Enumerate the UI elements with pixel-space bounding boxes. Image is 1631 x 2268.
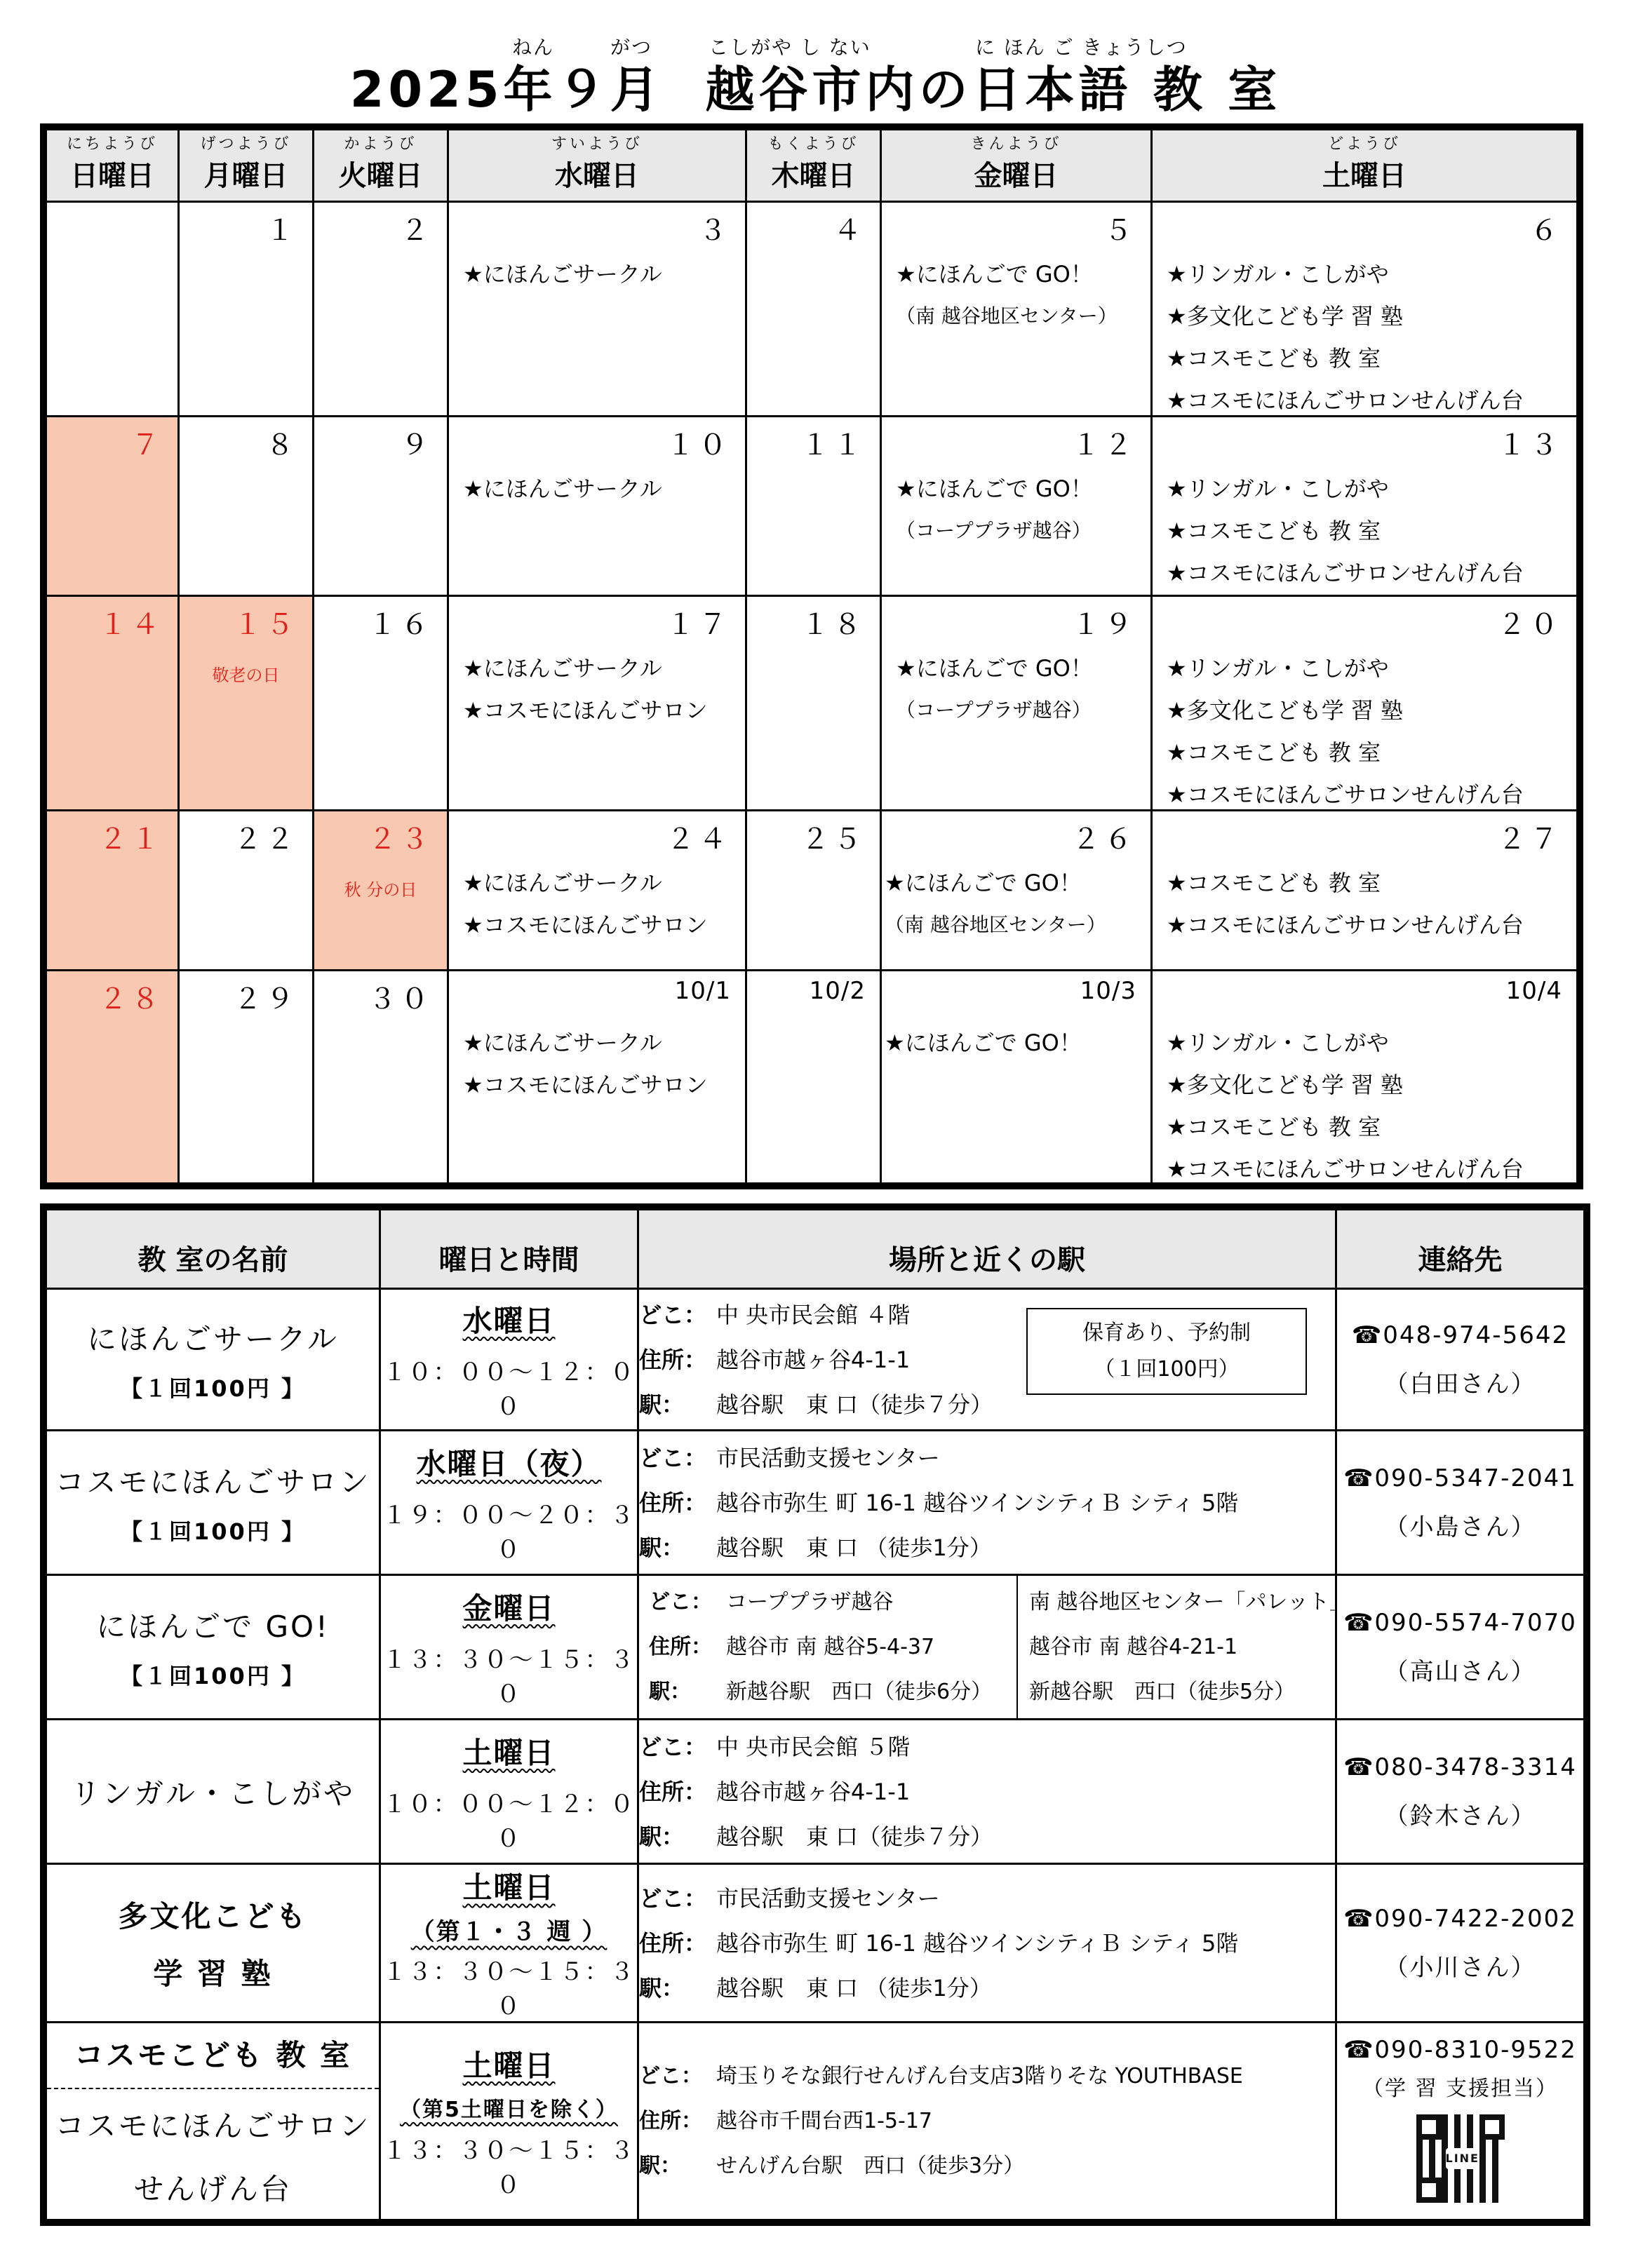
- day-number: ２６: [1072, 823, 1136, 856]
- day-cell: [448, 596, 746, 811]
- day-number: ２２: [234, 823, 298, 856]
- contact-cell: [1336, 1720, 1585, 1864]
- ruby-fri: きんようび: [970, 135, 1062, 153]
- header-label: 日曜日: [70, 160, 154, 192]
- day-number: １２: [1072, 429, 1136, 461]
- day-number: １: [266, 215, 298, 247]
- day-number: ２１: [99, 823, 163, 856]
- classroom-name-cell: [46, 1289, 380, 1431]
- holiday-name: 秋 分の日: [344, 880, 417, 900]
- place-where: 中 央市民会館 ４階: [716, 1301, 911, 1328]
- label-address: 住所：: [639, 1489, 707, 1516]
- event-item: ★コスモこども 教 室: [1167, 739, 1381, 766]
- event-item: ★コスモにほんごサロンせんげん台: [1167, 781, 1524, 808]
- classroom-row: [46, 1864, 1585, 2023]
- day-time-cell: [380, 1864, 638, 2023]
- classroom-time: １９：００～２０：３０: [382, 1501, 636, 1564]
- nursery-note-fee: （１回100円）: [1094, 1357, 1240, 1382]
- day-cell: [179, 202, 314, 417]
- day-cell: [314, 971, 448, 1184]
- contact-phone[interactable]: ☎080-3478-3314: [1343, 1753, 1577, 1781]
- day-number: １３: [1498, 429, 1562, 461]
- header-sunday: [46, 130, 179, 202]
- contact-phone[interactable]: ☎090-5347-2041: [1343, 1464, 1577, 1492]
- classroom-name: にほんごサークル: [87, 1321, 339, 1356]
- classroom-fee: 【１回100円 】: [120, 1375, 306, 1402]
- event-item: ★にほんごで GO！: [896, 475, 1093, 502]
- day-time-cell: [380, 1720, 638, 1864]
- classroom-day: 水曜日: [462, 1303, 556, 1338]
- header-classroom-name: 教 室の名前: [46, 1210, 380, 1289]
- day-number: ４: [833, 215, 866, 247]
- day-cell: [448, 811, 746, 971]
- day-number: ２０: [1498, 609, 1562, 641]
- label-station: 駅：: [639, 1391, 685, 1418]
- event-item: ★リンガル・こしがや: [1167, 1030, 1389, 1056]
- page-title: [0, 50, 1631, 121]
- day-cell: [314, 596, 448, 811]
- event-item: ★にほんごサークル: [463, 655, 662, 682]
- classroom-row: [46, 1720, 1585, 1864]
- week-row: [46, 971, 1578, 1184]
- day-time-cell: [380, 2023, 638, 2220]
- event-location: （コーププラザ越谷）: [896, 519, 1092, 542]
- contact-person: （高山さん）: [1384, 1657, 1536, 1686]
- event-item: ★にほんごで GO！: [896, 261, 1093, 288]
- place-address: 越谷市越ヶ谷4-1-1: [716, 1778, 911, 1805]
- classroom-name: コスモこども 教 室: [74, 2038, 352, 2072]
- day-time-cell: [380, 1289, 638, 1431]
- contact-cell: [1336, 1864, 1585, 2023]
- day-number: ２８: [99, 983, 163, 1015]
- day-number: 10/2: [809, 977, 866, 1005]
- event-item: ★にほんごサークル: [463, 1030, 662, 1056]
- header-saturday: [1152, 130, 1578, 202]
- header-thursday: [746, 130, 881, 202]
- ruby-sat: どようび: [1327, 135, 1401, 153]
- header-label: 木曜日: [771, 160, 856, 192]
- contact-person: （学 習 支援担当）: [1362, 2077, 1559, 2101]
- contact-cell: [1336, 1575, 1585, 1720]
- place-station: 越谷駅 東 口（徒歩７分）: [716, 1391, 993, 1418]
- label-where: どこ：: [639, 1444, 707, 1471]
- day-cell-sunday: [46, 596, 179, 811]
- title-main: 越谷市内の日本語 教 室: [705, 61, 1282, 119]
- header-label: 土曜日: [1322, 160, 1407, 192]
- day-cell: [881, 596, 1152, 811]
- place-where: 市民活動支援センター: [716, 1444, 940, 1471]
- event-item: ★コスモにほんごサロンせんげん台: [1167, 1156, 1524, 1182]
- nursery-note-text: 保育あり、予約制: [1082, 1321, 1251, 1345]
- place-address-2: 越谷市 南 越谷4-21-1: [1029, 1635, 1238, 1659]
- classroom-day: 土曜日: [462, 1870, 556, 1905]
- classroom-name-2: コスモにほんごサロン: [47, 2088, 379, 2145]
- classroom-name-cell: [46, 1431, 380, 1575]
- ruby-tue: かようび: [344, 135, 417, 153]
- place-cell: [638, 1289, 1336, 1431]
- contact-person: （鈴木さん）: [1384, 1802, 1536, 1830]
- event-item: ★コスモにほんごサロンせんげん台: [1167, 912, 1524, 938]
- day-number: ２７: [1498, 823, 1562, 856]
- event-item: ★にほんごで GO！: [885, 1030, 1082, 1056]
- contact-person: （小川さん）: [1384, 1953, 1536, 1982]
- day-number: ３: [699, 215, 731, 247]
- label-address: 住所：: [639, 1778, 707, 1805]
- holiday-name: 敬老の日: [212, 666, 280, 685]
- day-number: ２９: [234, 983, 298, 1015]
- label-where: どこ：: [649, 1590, 712, 1614]
- event-item: ★にほんごサークル: [463, 475, 662, 502]
- place-where-2: 南 越谷地区センター「パレット」: [1029, 1590, 1351, 1614]
- label-station: 駅：: [639, 1534, 685, 1561]
- header-monday: [179, 130, 314, 202]
- header-tuesday: [314, 130, 448, 202]
- day-cell: [746, 811, 881, 971]
- day-number: 10/1: [674, 977, 731, 1005]
- classroom-time: １３：３０～１５：３０: [382, 2136, 636, 2199]
- week-row: [46, 596, 1578, 811]
- label-address: 住所：: [639, 1929, 707, 1957]
- event-item: ★リンガル・こしがや: [1167, 261, 1389, 288]
- event-item: ★コスモこども 教 室: [1167, 1114, 1381, 1140]
- event-item: ★リンガル・こしがや: [1167, 655, 1389, 682]
- label-where: どこ：: [639, 2063, 702, 2088]
- label-station: 駅：: [639, 2153, 681, 2178]
- day-number: １５: [234, 609, 298, 641]
- classroom-info-table: [40, 1203, 1590, 2226]
- place-address: 越谷市千間台西1-5-17: [716, 2108, 932, 2133]
- day-number: 10/4: [1505, 977, 1562, 1005]
- classroom-name-cell: [46, 1575, 380, 1720]
- place-cell: [638, 1864, 1336, 2023]
- classroom-fee: 【１回100円 】: [120, 1662, 306, 1689]
- header-label: 水曜日: [555, 160, 639, 192]
- place-station: 新越谷駅 西口（徒歩6分）: [726, 1680, 993, 1704]
- header-friday: [881, 130, 1152, 202]
- day-cell: [1152, 971, 1578, 1184]
- line-logo: LINE: [1446, 2148, 1477, 2169]
- place-coop: [649, 1576, 1014, 1718]
- place-cell: [638, 1720, 1336, 1864]
- place-cell: [638, 1575, 1351, 1720]
- label-address: 住所：: [639, 2108, 702, 2133]
- contact-cell: [1336, 1431, 1585, 1575]
- day-cell: [179, 417, 314, 596]
- label-station: 駅：: [639, 1823, 685, 1850]
- contact-person: （白田さん）: [1384, 1370, 1536, 1398]
- day-cell: [746, 417, 881, 596]
- header-label: 金曜日: [974, 160, 1059, 192]
- classroom-day: 金曜日: [462, 1591, 556, 1626]
- classroom-row: [46, 1575, 1585, 1720]
- day-cell: [881, 202, 1152, 417]
- nursery-note: [1026, 1308, 1307, 1395]
- ruby-nihongo: に ほん ご きょうしつ: [975, 36, 1188, 59]
- day-number: ３０: [368, 983, 433, 1015]
- classroom-name: 多文化こども: [118, 1898, 308, 1933]
- event-item: ★コスモにほんごサロン: [463, 912, 708, 938]
- event-location: （コーププラザ越谷）: [896, 698, 1092, 722]
- info-header-row: [46, 1210, 1585, 1289]
- classroom-row: [46, 1431, 1585, 1575]
- place-palette: [1029, 1576, 1351, 1718]
- day-time-cell: [380, 1431, 638, 1575]
- day-number: ７: [131, 429, 163, 461]
- day-cell: [314, 417, 448, 596]
- qr-corner: [1479, 2114, 1505, 2140]
- place-cell: [638, 2023, 1336, 2220]
- classroom-day: 土曜日: [462, 1735, 556, 1770]
- event-item: ★にほんごで GO！: [885, 870, 1082, 896]
- header-contact: 連絡先: [1336, 1210, 1585, 1289]
- day-cell: [179, 811, 314, 971]
- place-where: コーププラザ越谷: [726, 1590, 894, 1614]
- event-item: ★コスモにほんごサロンせんげん台: [1167, 560, 1524, 586]
- day-cell: [314, 202, 448, 417]
- day-cell: [881, 811, 1152, 971]
- place-station: せんげん台駅 西口（徒歩3分）: [716, 2153, 1025, 2178]
- classroom-fee: 【１回100円 】: [120, 1518, 306, 1545]
- day-number: １７: [666, 609, 731, 641]
- event-item: ★コスモにほんごサロンせんげん台: [1167, 387, 1524, 414]
- contact-phone[interactable]: ☎090-7422-2002: [1343, 1904, 1577, 1933]
- label-station: 駅：: [649, 1680, 691, 1704]
- place-address: 越谷市 南 越谷5-4-37: [726, 1635, 935, 1659]
- contact-phone[interactable]: ☎048-974-5642: [1351, 1321, 1569, 1349]
- classroom-day-sub: （第１・３ 週 ）: [410, 1918, 608, 1946]
- classroom-name-3: せんげん台: [133, 2172, 292, 2206]
- event-location: （南 越谷地区センター）: [885, 913, 1106, 936]
- place-station: 越谷駅 東 口 （徒歩1分）: [716, 1534, 992, 1561]
- day-cell: [746, 596, 881, 811]
- contact-phone[interactable]: ☎090-8310-9522: [1343, 2036, 1577, 2064]
- contact-cell: [1336, 2023, 1585, 2220]
- contact-cell: [1336, 1289, 1585, 1431]
- day-cell: [448, 202, 746, 417]
- day-number: ２: [401, 215, 433, 247]
- label-where: どこ：: [639, 1733, 707, 1760]
- classroom-day: 水曜日（夜）: [416, 1446, 602, 1481]
- place-address: 越谷市弥生 町 16-1 越谷ツインシティＢ シティ 5階: [716, 1489, 1239, 1516]
- qr-corner: [1416, 2114, 1442, 2140]
- place-where: 中 央市民会館 ５階: [716, 1733, 911, 1760]
- event-item: ★多文化こども学 習 塾: [1167, 697, 1404, 724]
- day-number: １１: [801, 429, 866, 461]
- contact-person: （小島さん）: [1384, 1513, 1536, 1541]
- day-cell: [448, 417, 746, 596]
- day-cell-sunday: [46, 417, 179, 596]
- classroom-name-2: 学 習 塾: [153, 1956, 273, 1991]
- classroom-time: １０：００～１２：００: [382, 1790, 636, 1853]
- classroom-name: にほんごで GO!: [96, 1609, 330, 1644]
- label-address: 住所：: [639, 1346, 707, 1373]
- day-cell: [1152, 202, 1578, 417]
- day-cell: [1152, 417, 1578, 596]
- day-number: ５: [1104, 215, 1136, 247]
- day-number: ２４: [666, 823, 731, 856]
- day-number: ２５: [801, 823, 866, 856]
- label-address: 住所：: [649, 1635, 712, 1659]
- classroom-name: リンガル・こしがや: [70, 1776, 355, 1811]
- day-cell: [1152, 811, 1578, 971]
- calendar: [40, 123, 1583, 1189]
- place-where: 市民活動支援センター: [716, 1884, 940, 1912]
- classroom-time: １３：３０～１５：３０: [382, 1958, 636, 2020]
- title-year-month: 2025年９月: [349, 61, 664, 119]
- ruby-mon: げつようび: [200, 135, 292, 153]
- qr-corner: [1416, 2178, 1442, 2203]
- place-address: 越谷市越ヶ谷4-1-1: [716, 1346, 911, 1373]
- ruby-nen: ねん: [512, 36, 555, 59]
- ruby-gatsu: がつ: [610, 36, 653, 59]
- day-number: １９: [1072, 609, 1136, 641]
- day-cell: [881, 417, 1152, 596]
- event-item: ★にほんごで GO！: [896, 655, 1093, 682]
- label-where: どこ：: [639, 1884, 707, 1912]
- place-station: 越谷駅 東 口 （徒歩1分）: [716, 1974, 992, 2002]
- event-item: ★コスモこども 教 室: [1167, 345, 1381, 372]
- day-cell-sunday: [46, 971, 179, 1184]
- event-item: ★コスモこども 教 室: [1167, 870, 1381, 896]
- event-item: ★コスモにほんごサロン: [463, 1072, 708, 1098]
- day-number: １８: [801, 609, 866, 641]
- day-cell: [881, 971, 1152, 1184]
- event-item: ★リンガル・こしがや: [1167, 475, 1389, 502]
- day-cell: [746, 971, 881, 1184]
- classroom-name-cell: [46, 1720, 380, 1864]
- classroom-day: 土曜日: [462, 2048, 556, 2083]
- classroom-day-sub: （第5土曜日を除く）: [400, 2097, 618, 2122]
- place-divider: [1016, 1576, 1018, 1718]
- event-item: ★にほんごサークル: [463, 261, 662, 288]
- place-where: 埼玉りそな銀行せんげん台支店3階りそな YOUTHBASE: [716, 2063, 1243, 2088]
- ruby-koshigaya: こしがや し ない: [709, 36, 871, 59]
- week-row: [46, 417, 1578, 596]
- ruby-sun: にちようび: [66, 135, 158, 153]
- week-row: [46, 811, 1578, 971]
- classroom-time: １３：３０～１５：３０: [382, 1645, 636, 1708]
- event-item: ★多文化こども学 習 塾: [1167, 1072, 1404, 1098]
- day-cell-holiday: [314, 811, 448, 971]
- classroom-row: [46, 2023, 1585, 2220]
- header-day-time: 曜日と時間: [380, 1210, 638, 1289]
- contact-phone[interactable]: ☎090-5574-7070: [1343, 1608, 1577, 1637]
- day-number: 10/3: [1080, 977, 1136, 1005]
- day-number: １６: [368, 609, 433, 641]
- day-cell: [1152, 596, 1578, 811]
- day-number: ２３: [368, 823, 433, 856]
- day-cell: [179, 971, 314, 1184]
- header-label: 火曜日: [338, 160, 423, 192]
- day-number: ６: [1530, 215, 1562, 247]
- event-item: ★にほんごサークル: [463, 870, 662, 896]
- label-where: どこ：: [639, 1301, 707, 1328]
- day-number: ８: [266, 429, 298, 461]
- classroom-row: [46, 1289, 1585, 1431]
- day-time-cell: [380, 1575, 638, 1720]
- label-station: 駅：: [639, 1974, 685, 2002]
- day-cell: [746, 202, 881, 417]
- day-cell: [448, 971, 746, 1184]
- header: [0, 21, 1631, 119]
- event-item: ★コスモにほんごサロン: [463, 697, 708, 724]
- day-number: １０: [666, 429, 731, 461]
- classroom-name-cell: [46, 2023, 380, 2220]
- day-cell-sunday: [46, 811, 179, 971]
- place-address: 越谷市弥生 町 16-1 越谷ツインシティＢ シティ 5階: [716, 1929, 1239, 1957]
- classroom-name-cell: [46, 1864, 380, 2023]
- classroom-time: １０：００～１２：００: [382, 1358, 636, 1421]
- line-qr-code[interactable]: [1416, 2114, 1505, 2203]
- day-cell-empty: [46, 202, 179, 417]
- day-number: １４: [99, 609, 163, 641]
- place-station-2: 新越谷駅 西口（徒歩5分）: [1029, 1680, 1296, 1704]
- calendar-header-row: [46, 130, 1578, 202]
- place-cell: [638, 1431, 1336, 1575]
- event-item: ★コスモこども 教 室: [1167, 518, 1381, 544]
- header-wednesday: [448, 130, 746, 202]
- event-location: （南 越谷地区センター）: [896, 304, 1117, 328]
- day-number: ９: [401, 429, 433, 461]
- header-label: 月曜日: [203, 160, 288, 192]
- ruby-wed: すいようび: [551, 135, 643, 153]
- event-item: ★多文化こども学 習 塾: [1167, 303, 1404, 330]
- ruby-thu: もくようび: [767, 135, 859, 153]
- classroom-name: コスモにほんごサロン: [55, 1464, 371, 1499]
- week-row: [46, 202, 1578, 417]
- place-station: 越谷駅 東 口（徒歩７分）: [716, 1823, 993, 1850]
- header-place-station: 場所と近くの駅: [638, 1210, 1336, 1289]
- day-cell-holiday: [179, 596, 314, 811]
